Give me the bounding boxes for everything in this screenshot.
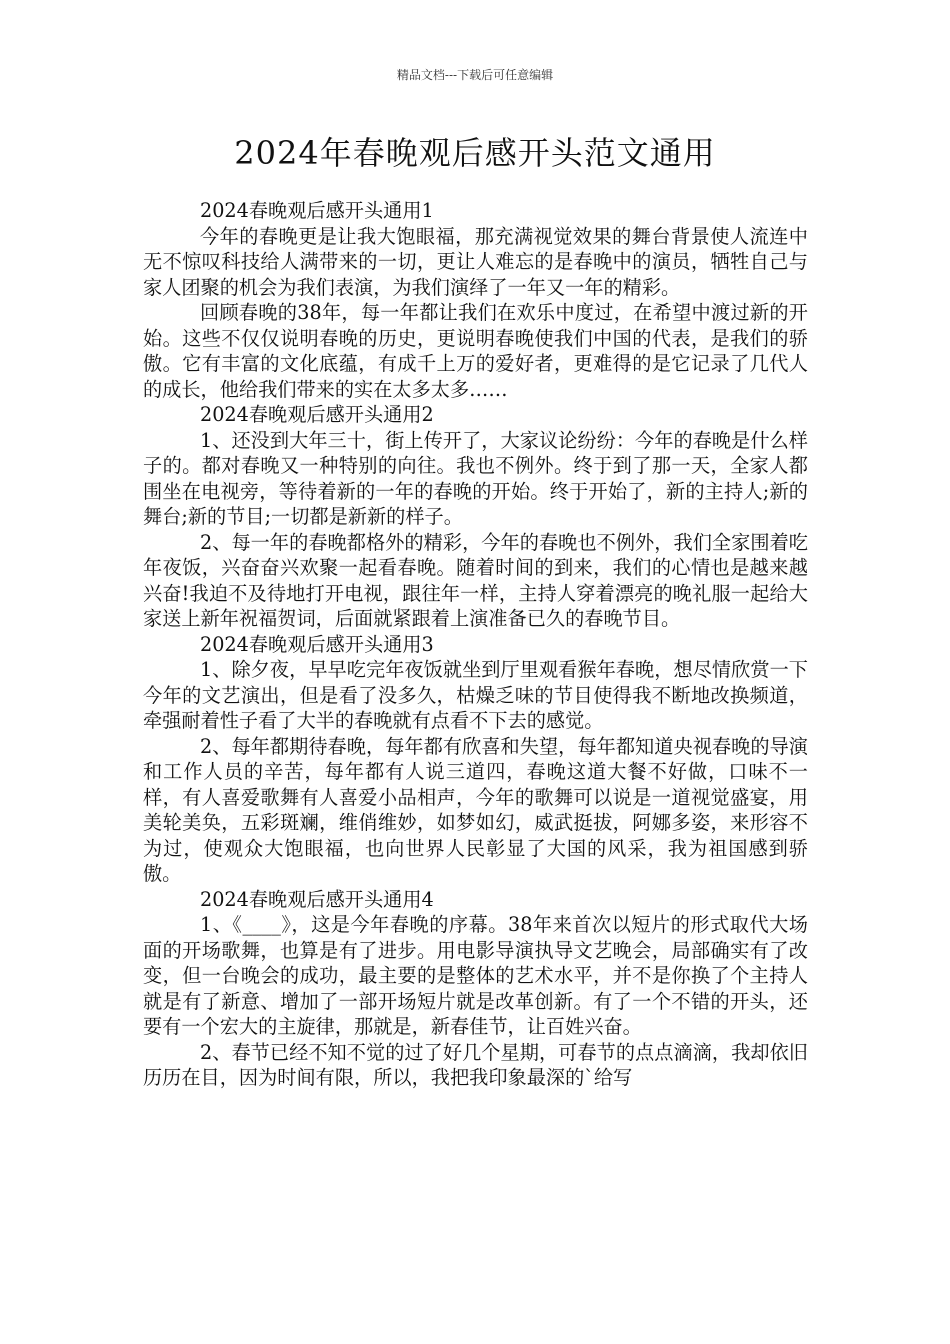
document-title: 2024年春晚观后感开头范文通用 [234,134,716,172]
paragraph: 回顾春晚的38年，每一年都让我们在欢乐中度过，在希望中渡过新的开始。这些不仅仅说明春晚的历史，更说明春晚使我们中国的代表，是我们的骄傲。它有丰富的文化底蕴，有成千上万的爱好者，更难得的是它记录了几代人的成长，他给我们带来的实在太多太多…… [143,301,808,401]
paragraph: 今年的春晚更是让我大饱眼福，那充满视觉效果的舞台背景使人流连中无不惊叹科技给人满带来的一切，更让人难忘的是春晚中的演员，牺牲自己与家人团聚的机会为我们表演，为我们演绎了一年又一年的精彩。 [143,224,808,299]
paragraph: 2、每一年的春晚都格外的精彩，今年的春晚也不例外，我们全家围着吃年夜饭，兴奋奋兴欢聚一起看春晚。随着时间的到来，我们的心情也是越来越兴奋!我迫不及待地打开电视，跟往年一样，主持人穿着漂亮的晚礼服一起给大家送上新年祝福贺词，后面就紧跟着上演准备已久的春晚节目。 [143,530,808,630]
paragraph: 1、除夕夜，早早吃完年夜饭就坐到厅里观看猴年春晚，想尽情欣赏一下今年的文艺演出，但是看了没多久，枯燥乏味的节目使得我不断地改换频道，牵强耐着性子看了大半的春晚就有点看不下去的感觉。 [143,658,808,732]
document-body [143,198,808,1091]
paragraph: 2、每年都期待春晚，每年都有欣喜和失望，每年都知道央视春晚的导演和工作人员的辛苦，每年都有人说三道四，春晚这道大餐不好做，口味不一样，有人喜爱歌舞有人喜爱小品相声，今年的歌舞可以说是一道视觉盛宴，用美轮美奂，五彩斑斓，维俏维妙，如梦如幻，威武挺拔，阿娜多姿，来形容不为过，使观众大饱眼福，也向世界人民彰显了大国的风采，我为祖国感到骄傲。 [143,734,808,885]
paragraph: 1、《____》，这是今年春晚的序幕。38年来首次以短片的形式取代大场面的开场歌舞，也算是有了进步。用电影导演执导文艺晚会，局部确实有了改变，但一台晚会的成功，最主要的是整体的艺术水平，并不是你换了个主持人就是有了新意、增加了一部开场短片就是改革创新。有了一个不错的开头，还要有一个宏大的主旋律，那就是，新春佳节，让百姓兴奋。 [143,913,808,1038]
header-note: 精品文档---下载后可任意编辑 [396,68,554,82]
paragraph: 1、还没到大年三十，街上传开了，大家议论纷纷：今年的春晚是什么样子的。都对春晚又一种特别的向往。我也不例外。终于到了那一天，全家人都围坐在电视旁，等待着新的一年的春晚的开始。终于开始了，新的主持人;新的舞台;新的节目;一切都是新新的样子。 [143,428,808,528]
paragraph: 2、春节已经不知不觉的过了好几个星期，可春节的点点滴滴，我却依旧历历在目，因为时间有限，所以，我把我印象最深的`给写 [143,1040,808,1089]
section-heading-2: 2024春晚观后感开头通用2 [200,403,434,426]
section-heading-4: 2024春晚观后感开头通用4 [200,887,434,911]
section-heading-1: 2024春晚观后感开头通用1 [200,199,434,222]
section-heading-3: 2024春晚观后感开头通用3 [200,632,434,656]
